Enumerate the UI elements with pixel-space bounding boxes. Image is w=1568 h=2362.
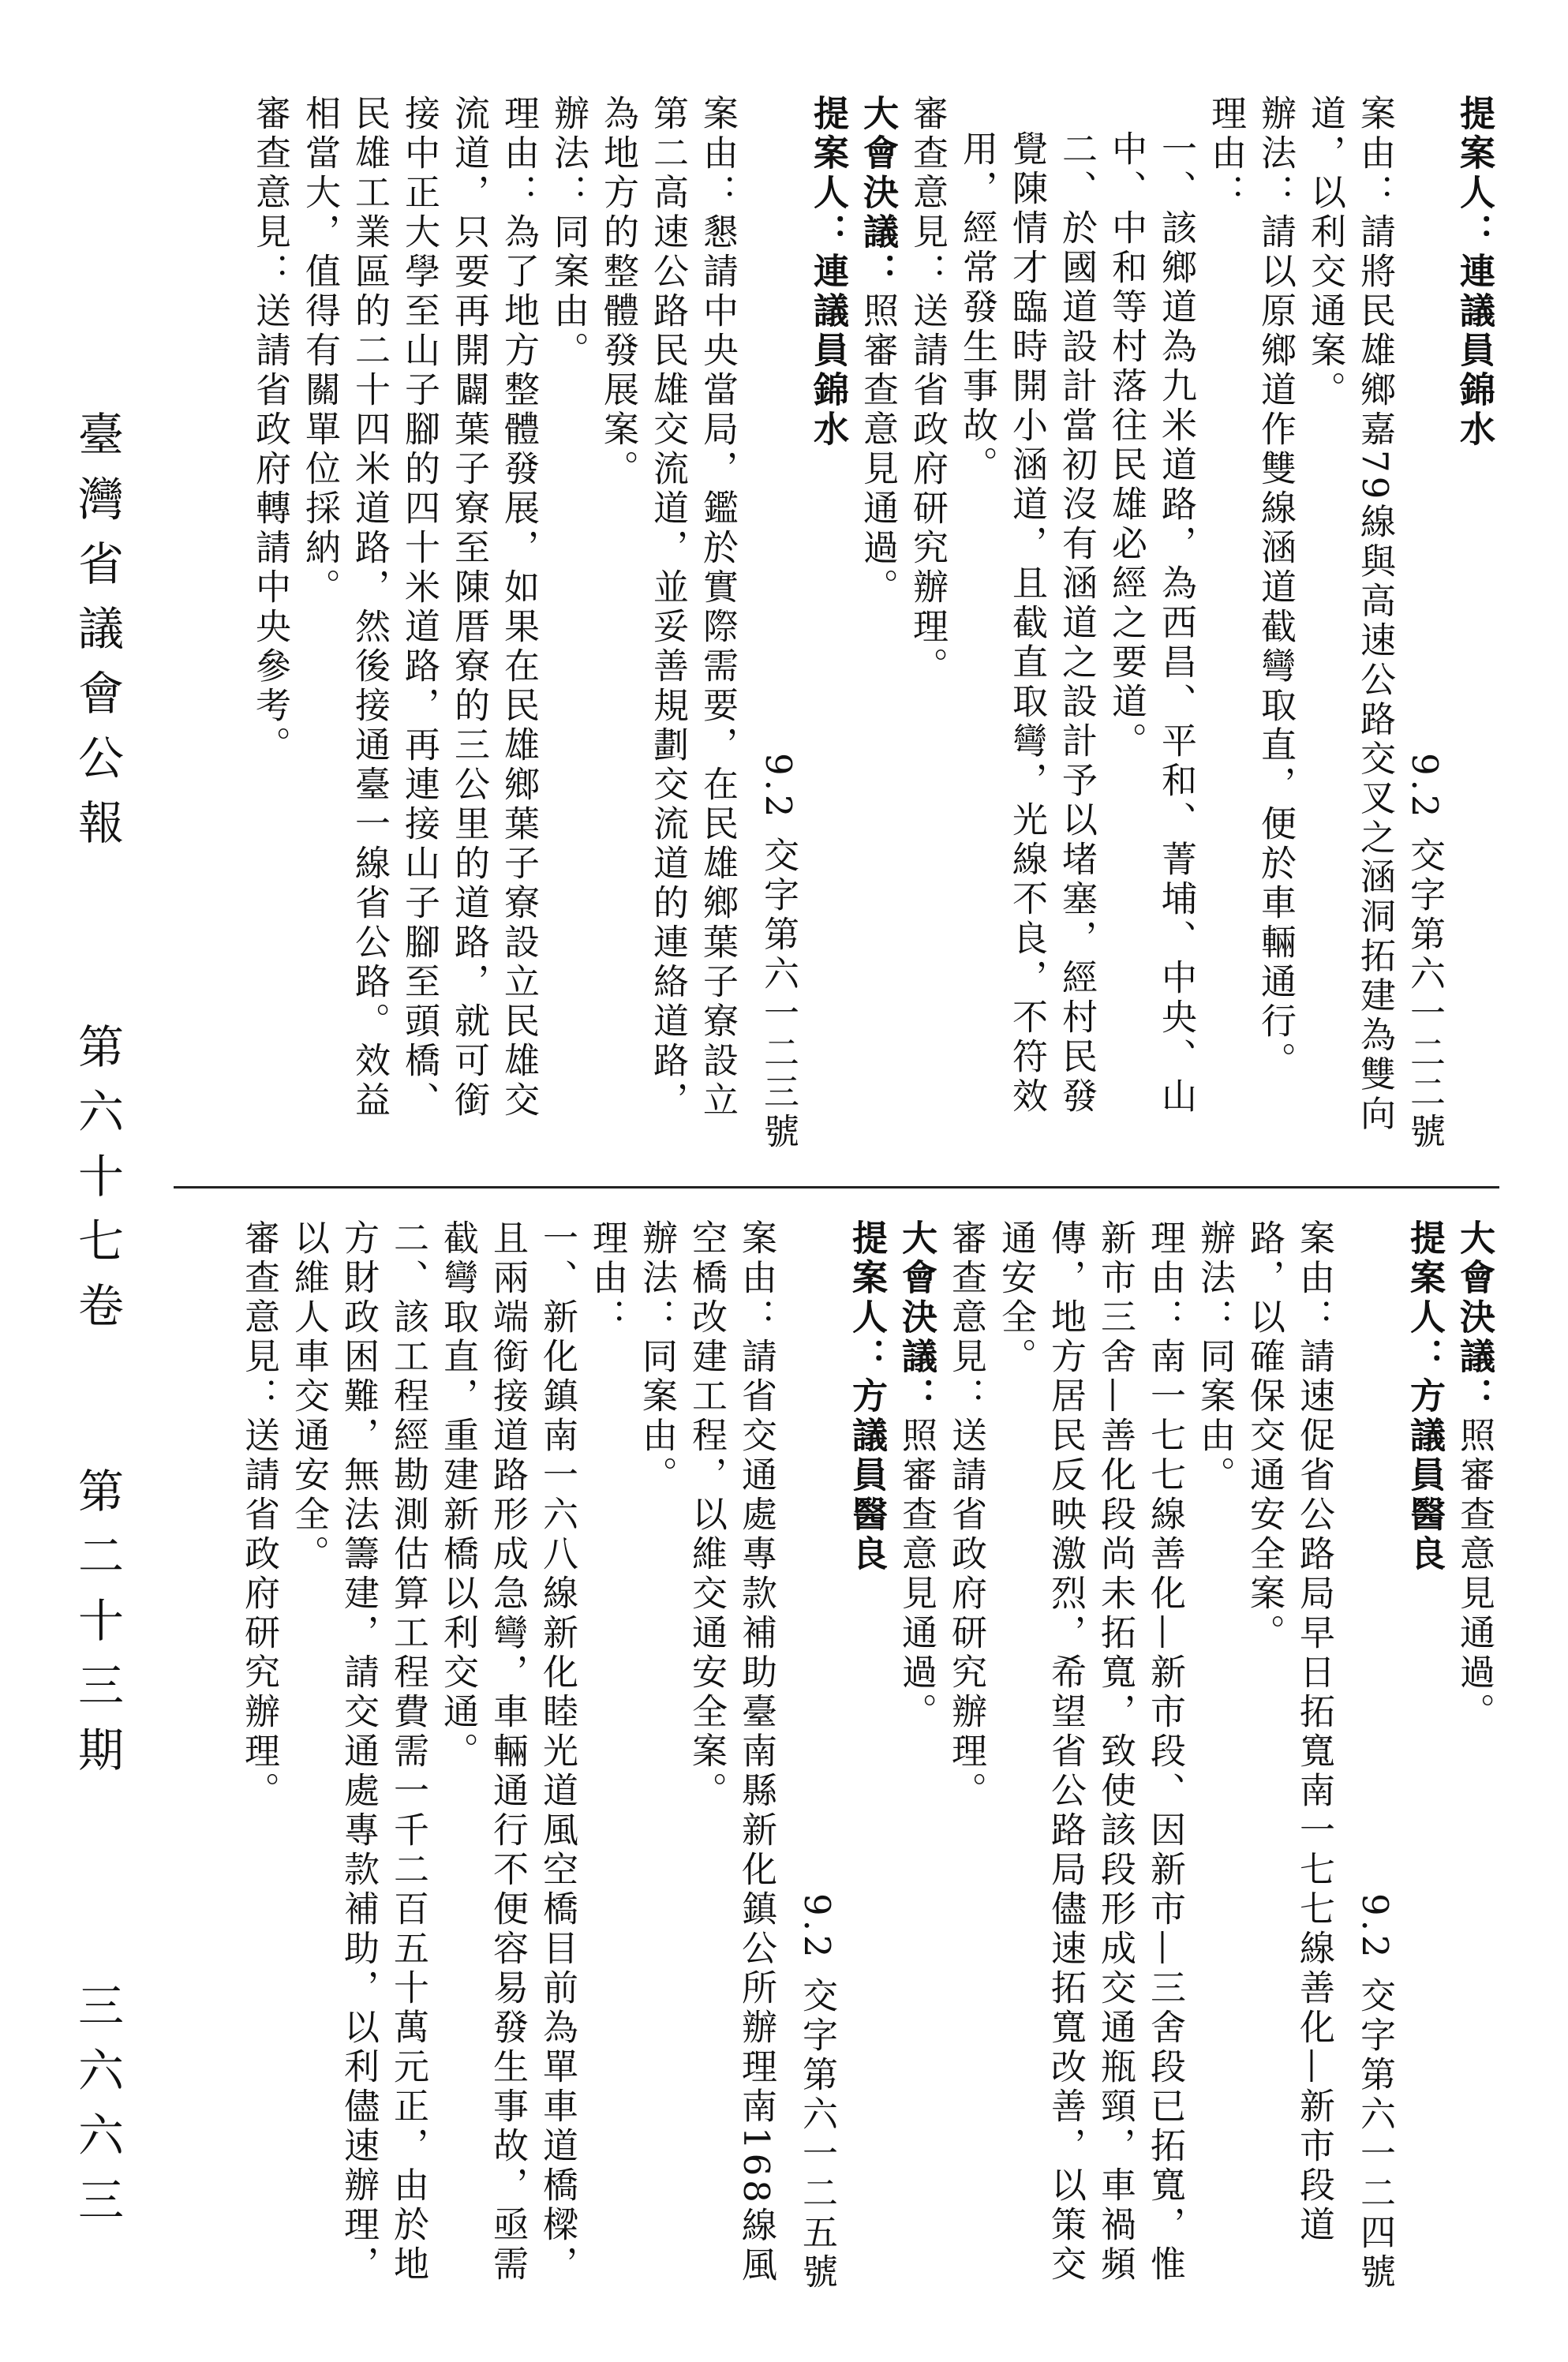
rationale-label: 理由： (1205, 95, 1247, 213)
page-footer (67, 410, 130, 2320)
reason (682, 1219, 781, 2293)
reason-label: 案由： (1354, 95, 1396, 213)
decision (892, 1219, 941, 2293)
proposer-name: 連議員錦水 (807, 253, 849, 450)
proposer-line (1400, 95, 1499, 1152)
decision-text: 照審查意見通過。 (896, 1417, 937, 1732)
rationale-text: 為了地方整體發展，如果在民雄鄉葉子寮設立民雄交流道，只要再開闢葉子寮至陳厝寮的三公里的道路，就可銜接中正大學至山子腳的四十米道路，再連接山子腳至頭橋、民雄工業區的二十四米道路，然後接通臺一線省公路。效益相當大，值得有關單位採納。 (299, 95, 540, 1121)
review-text: 送請省政府研究辦理。 (238, 1417, 280, 1811)
proposer-label: 提案人： (807, 95, 849, 253)
decision (1450, 1219, 1499, 2293)
proposer-label: 提案人： (846, 1219, 888, 1377)
decision-text: 照審查意見通過。 (857, 292, 899, 608)
method (1190, 1219, 1240, 2293)
reason (1240, 1219, 1339, 2293)
review-label: 審查意見： (249, 95, 291, 292)
proposer-line (792, 1219, 892, 2293)
rationale-label: 理由： (1144, 1219, 1186, 1338)
section-divider (174, 1186, 1499, 1188)
reason (593, 95, 743, 1152)
decision-label: 大會決議： (857, 95, 899, 292)
method-label: 辦法： (1194, 1219, 1236, 1338)
reason-text: 請省交通處專款補助臺南縣新化鎮公所辦理南168線風空橋改建工程，以維交通安全案。 (686, 1219, 777, 2285)
proposer-label: 提案人： (1404, 1219, 1446, 1377)
rationale-item-2: 二、於國道設計當初沒有涵道之設計予以堵塞，經村民發覺陳情才臨時開小涵道，且截直取彎，光線不良，不符效用，經常發生事故。 (956, 130, 1098, 1117)
proposer-label: 提案人： (1454, 95, 1495, 253)
method (632, 1219, 682, 2293)
publication-title: 臺灣省議會公報 (70, 410, 124, 863)
top-section (158, 95, 1499, 1152)
reason-label: 案由： (1293, 1219, 1335, 1338)
method-text: 同案由。 (1194, 1338, 1236, 1495)
rationale-item-1: 一、該鄉道為九米道路，為西昌、平和、菁埔、中央、山中、中和等村落往民雄必經之要道。 (1106, 130, 1197, 1117)
reason-text: 請將民雄鄉嘉79線與高速公路交叉之涵洞拓建為雙向道，以利交通案。 (1304, 95, 1396, 1135)
rationale-label: 理由： (586, 1219, 628, 1338)
method-label: 辦法： (636, 1219, 678, 1338)
review-label: 審查意見： (945, 1219, 987, 1417)
review-text: 送請省政府研究辦理。 (945, 1417, 987, 1811)
rationale-text: 南一七七線善化—新市段、因新市—三舍段已拓寬，惟新市三舍—善化段尚未拓寬，致使該段形成交通瓶頸，車禍頻傳，地方居民反映激烈，希望省公路局儘速拓寬改善，以策交通安全。 (995, 1219, 1186, 2285)
review (234, 1219, 284, 2293)
proposal-number: 9.2 交字第六一二二號 (1404, 753, 1446, 1152)
proposer-line (1350, 1219, 1450, 2293)
method-text: 同案由。 (548, 213, 589, 371)
method (1251, 95, 1300, 1152)
review-text: 送請省政府研究辦理。 (907, 292, 949, 687)
proposer-name: 方議員醫良 (1404, 1377, 1446, 1574)
issue-number: 第二十三期 (70, 1466, 124, 1791)
review (245, 95, 295, 1152)
decision-label: 大會決議： (896, 1219, 937, 1417)
review (903, 95, 952, 1152)
rationale-item-1: 一、新化鎮南一六八線新化睦光道風空橋目前為單車道橋樑，且兩端銜接道路形成急彎，車輛通行不便容易發生事故，亟需截彎取直，重建新橋以利交通。 (437, 1219, 578, 2285)
decision-text: 照審查意見通過。 (1454, 1417, 1495, 1732)
page-number: 三六六三 (70, 1982, 124, 2241)
proposer-line (754, 95, 853, 1152)
method-label: 辦法： (1255, 95, 1297, 213)
volume-number: 第六十七卷 (70, 1023, 124, 1347)
reason-text: 請速促省公路局早日拓寬南一七七線善化—新市段道路，以確保交通安全案。 (1244, 1219, 1335, 2245)
proposal-number: 9.2 交字第六一二五號 (796, 1893, 838, 2293)
proposal-number: 9.2 交字第六一二四號 (1354, 1893, 1396, 2293)
rationale (295, 95, 544, 1152)
reason (1300, 95, 1400, 1152)
review-label: 審查意見： (907, 95, 949, 292)
rationale (991, 1219, 1190, 2293)
reason-label: 案由： (735, 1219, 777, 1338)
proposer-name: 方議員醫良 (846, 1377, 888, 1574)
bottom-section (158, 1219, 1499, 2293)
method-label: 辦法： (548, 95, 589, 213)
review-text: 送請省政府轉請中央參考。 (249, 292, 291, 765)
method (544, 95, 593, 1152)
review (941, 1219, 991, 2293)
proposer-name: 連議員錦水 (1454, 253, 1495, 450)
reason-label: 案由： (697, 95, 739, 213)
decision (853, 95, 903, 1152)
method-text: 同案由。 (636, 1338, 678, 1495)
review-label: 審查意見： (238, 1219, 280, 1417)
decision-label: 大會決議： (1454, 1219, 1495, 1417)
rationale-label: 理由： (498, 95, 540, 213)
proposal-number: 9.2 交字第六一二三號 (758, 753, 799, 1152)
reason-text: 懇請中央當局，鑑於實際需要，在民雄鄉葉子寮設立第二高速公路民雄交流道，並妥善規劃交流道的連絡道路，為地方的整體發展案。 (597, 95, 739, 1121)
rationale-item-2: 二、該工程經勘測估算工程費需一千二百五十萬元正，由於地方財政困難，無法籌建，請交通處專款補助，以利儘速辦理，以維人車交通安全。 (288, 1219, 429, 2285)
method-text: 請以原鄉道作雙線涵道截彎取直，便於車輛通行。 (1255, 213, 1297, 1081)
